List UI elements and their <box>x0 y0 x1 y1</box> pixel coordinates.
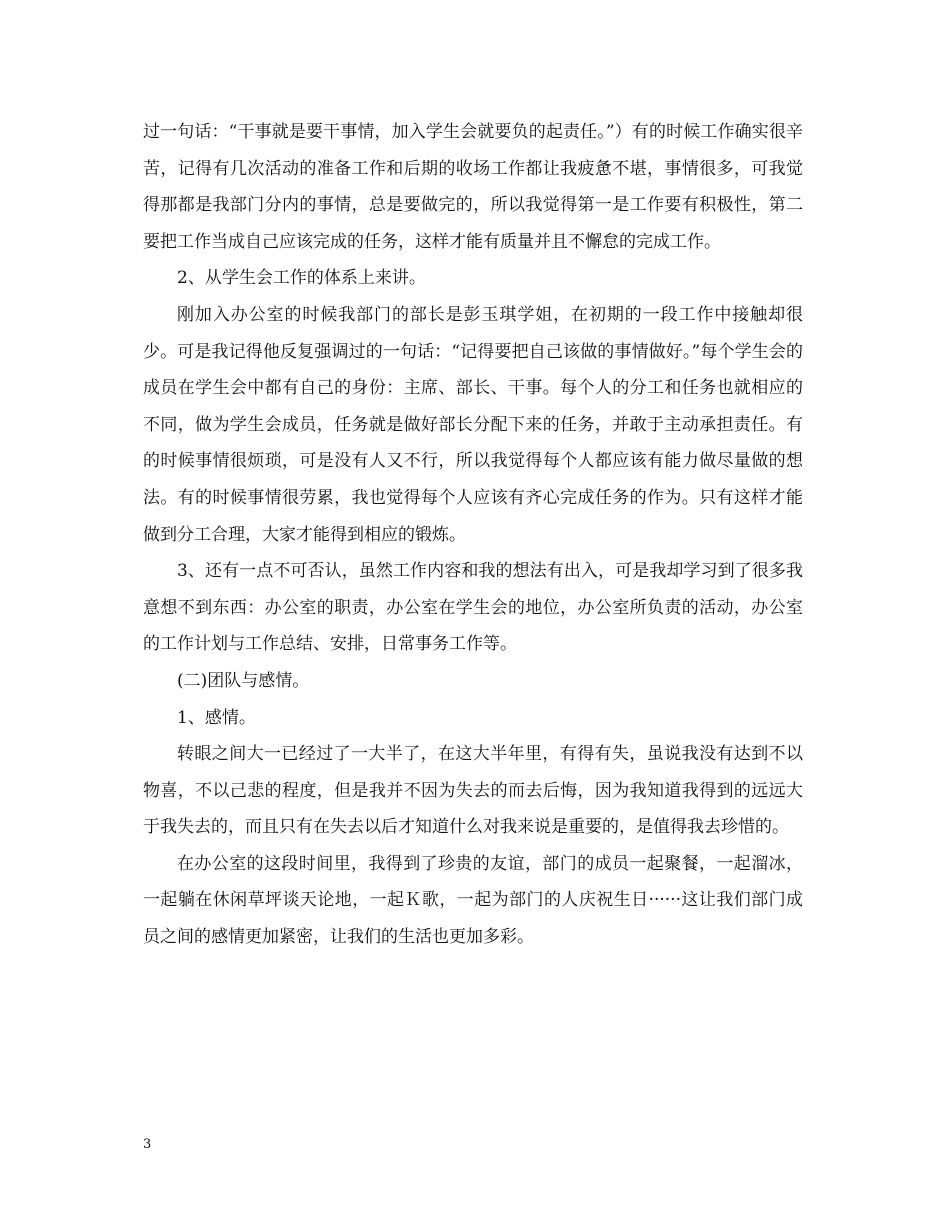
paragraph: 2、从学生会工作的体系上来讲。 <box>177 268 426 289</box>
paragraph: 3、还有一点不可否认，虽然工作内容和我的想法有出入，可是我却学习到了很多我意想不到东西：办公室的职责，办公室在学生会的地位，办公室所负责的活动，办公室的工作计划与工作总结、安排，日常事务工作等。 <box>143 561 803 655</box>
subsection-heading: 1、感情。 <box>177 707 256 728</box>
page-number: 3 <box>143 1137 152 1152</box>
document-body <box>143 114 803 956</box>
paragraph: 刚加入办公室的时候我部门的部长是彭玉琪学姐，在初期的一段工作中接触却很少。可是我记得他反复强调过的一句话：“记得要把自己该做的事情做好。”每个学生会的成员在学生会中都有自己的身份：主席、部长、干事。每个人的分工和任务也就相应的不同，做为学生会成员，任务就是做好部长分配下来的任务，并敢于主动承担责任。有的时候事情很烦琐，可是没有人又不行，所以我觉得每个人都应该有能力做尽量做的想法。有的时候事情很劳累，我也觉得每个人应该有齐心完成任务的作为。只有这样才能做到分工合理，大家才能得到相应的锻炼。 <box>143 304 803 545</box>
paragraph: 转眼之间大一已经过了一大半了，在这大半年里，有得有失，虽说我没有达到不以物喜，不以己悲的程度，但是我并不因为失去的而去后悔，因为我知道我得到的远远大于我失去的，而且只有在失去以后才知道什么对我来说是重要的，是值得我去珍惜的。 <box>143 744 803 838</box>
paragraph: 过一句话：“干事就是要干事情，加入学生会就要负的起责任。”）有的时候工作确实很辛苦，记得有几次活动的准备工作和后期的收场工作都让我疲惫不堪，事情很多，可我觉得那都是我部门分内的事情，总是要做完的，所以我觉得第一是工作要有积极性，第二要把工作当成自己应该完成的任务，这样才能有质量并且不懈怠的完成工作。 <box>143 122 803 252</box>
section-heading: (二)团队与感情。 <box>177 670 310 691</box>
paragraph: 在办公室的这段时间里，我得到了珍贵的友谊，部门的成员一起聚餐，一起溜冰，一起躺在休闲草坪谈天论地，一起Ｋ歌，一起为部门的人庆祝生日······这让我们部门成员之间的感情更加紧密，让我们的生活也更加多彩。 <box>143 853 803 948</box>
